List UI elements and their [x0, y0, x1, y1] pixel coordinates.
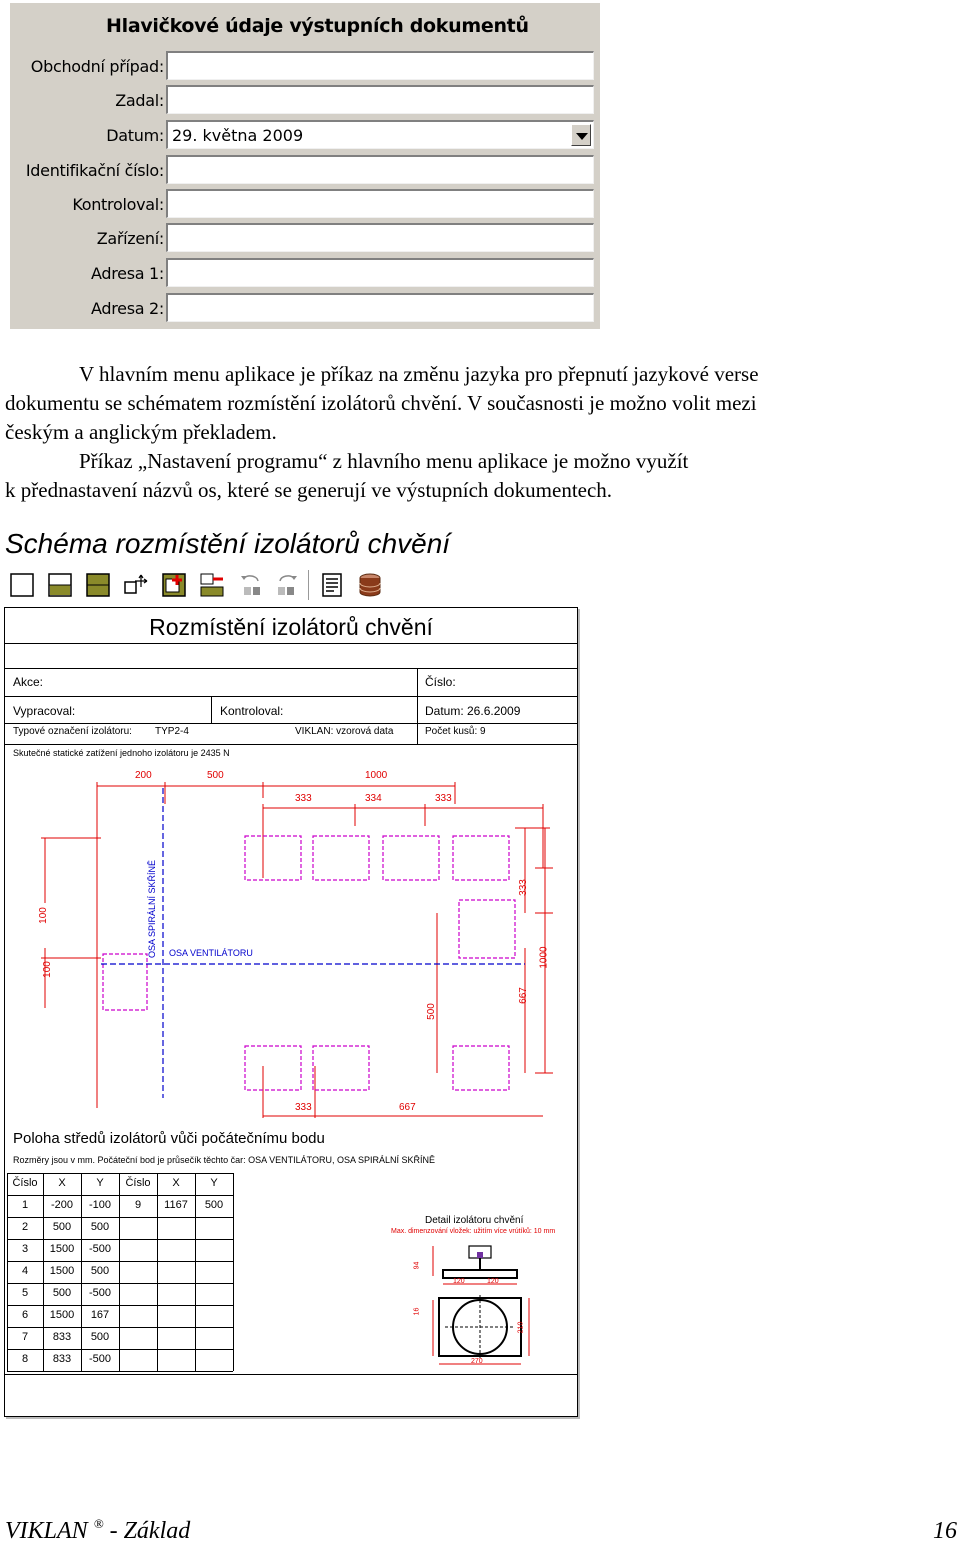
isolator-layout-drawing — [5, 768, 577, 1128]
word: menu — [425, 449, 473, 473]
divider — [5, 744, 577, 745]
dimension-label: 333 — [295, 793, 312, 804]
table-cell: 500 — [90, 1265, 110, 1277]
cislo-label: Číslo: — [425, 675, 456, 689]
table-cell: -200 — [50, 1199, 74, 1211]
toolbar-separator — [308, 570, 309, 600]
table-cell: 1 — [21, 1199, 29, 1211]
word: možno — [573, 449, 631, 473]
dimension-label: 1000 — [365, 770, 388, 781]
divider — [5, 723, 577, 724]
table-header-cell: Y — [96, 1177, 104, 1189]
table-cell: 500 — [90, 1221, 110, 1233]
detail-dimension: 16 — [413, 1307, 421, 1316]
dimension-label: 333 — [295, 1102, 312, 1113]
detail-dimension: 94 — [413, 1261, 421, 1270]
table-cell: 500 — [52, 1287, 72, 1299]
pocet-kusu-label: Počet kusů: 9 — [425, 726, 486, 737]
table-cell: 500 — [90, 1331, 110, 1343]
table-cell: 4 — [21, 1265, 29, 1277]
table-cell: 1500 — [49, 1243, 75, 1255]
detail-dimension: 270 — [471, 1358, 483, 1365]
toolbar — [10, 570, 390, 600]
table-cell: 3 — [21, 1243, 29, 1255]
kontroloval-label: Kontroloval: — [220, 704, 284, 718]
field-row-identifikacni-cislo — [10, 155, 600, 185]
dimension-label: 100 — [37, 907, 49, 924]
adresa-1-input[interactable] — [166, 258, 594, 287]
obchodni-pripad-input[interactable] — [166, 51, 594, 80]
half-page-icon[interactable] — [48, 573, 72, 597]
field-label: Zadal: — [115, 91, 164, 110]
field-label: Adresa 1: — [91, 264, 164, 283]
poloha-title: Poloha středů izolátorů vůči počátečnímu bodu — [13, 1130, 325, 1147]
table-cell: 2 — [21, 1221, 29, 1233]
zarizeni-input[interactable] — [166, 223, 594, 252]
redo-icon[interactable] — [276, 573, 300, 597]
dimension-label: 667 — [517, 987, 529, 1004]
dimension-label: 500 — [425, 1003, 437, 1020]
field-row-adresa-1 — [10, 258, 600, 288]
table-cell: -500 — [88, 1243, 112, 1255]
table-cell: -100 — [88, 1199, 112, 1211]
typove-oznaceni-value: TYP2-4 — [155, 726, 189, 737]
axis-spiral-label: OSA SPIRÁLNÍ SKŘÍNĚ — [147, 859, 157, 958]
word: je — [553, 449, 569, 473]
akce-label: Akce: — [13, 675, 44, 689]
product-suffix: - Základ — [103, 1518, 191, 1544]
word: Příkaz — [79, 449, 133, 473]
dialog-title: Hlavičkové údaje výstupních dokumentů — [106, 15, 529, 37]
table-cell: 1500 — [49, 1265, 75, 1277]
text-line: V hlavním menu aplikace je příkaz na změnu jazyka pro přepnutí jazykové verse — [79, 362, 759, 386]
field-row-zadal — [10, 85, 600, 115]
divider — [211, 696, 212, 723]
detail-dimension: 210 — [517, 1321, 525, 1334]
product-name: VIKLAN — [5, 1518, 88, 1544]
axis-fan-label: OSA VENTILÁTORU — [169, 948, 253, 958]
table-cell: 833 — [52, 1331, 72, 1343]
blank-page-icon[interactable] — [10, 573, 34, 597]
dimension-label: 334 — [365, 793, 382, 804]
page-number: 16 — [933, 1518, 957, 1544]
text-line-justified — [5, 447, 957, 476]
table-header-cell: Y — [210, 1177, 218, 1189]
dimension-label: 1000 — [538, 946, 550, 969]
table-cell: -500 — [88, 1287, 112, 1299]
word: programu“ — [236, 449, 328, 473]
field-row-datum — [10, 120, 600, 150]
datum-select[interactable] — [166, 120, 594, 149]
table-header-cell: X — [172, 1177, 180, 1189]
chevron-down-icon[interactable] — [571, 124, 591, 146]
divider — [5, 1374, 577, 1375]
properties-icon[interactable] — [320, 573, 344, 597]
table-cell: 500 — [52, 1221, 72, 1233]
paragraph-language — [5, 360, 957, 447]
field-label: Adresa 2: — [91, 299, 164, 318]
paragraph-settings — [5, 447, 957, 505]
dimension-label: 100 — [41, 961, 53, 978]
dimension-label: 667 — [399, 1102, 416, 1113]
detail-dimension: 120 — [453, 1278, 465, 1285]
table-cell: 5 — [21, 1287, 29, 1299]
table-cell: 8 — [21, 1353, 29, 1365]
field-label: Kontroloval: — [72, 195, 164, 214]
dimension-label: 333 — [517, 879, 529, 896]
registered-mark: ® — [93, 1516, 104, 1531]
table-cell: 500 — [204, 1199, 224, 1211]
divider — [5, 696, 577, 697]
identifikacni-cislo-input[interactable] — [166, 155, 594, 184]
text-line: dokumentu se schématem rozmístění izolátorů chvění. V současnosti je možno volit mezi — [5, 391, 757, 415]
dimension-label: 333 — [435, 793, 452, 804]
remove-isolator-icon[interactable] — [200, 573, 224, 597]
word: „Nastavení — [137, 449, 232, 473]
field-row-adresa-2 — [10, 293, 600, 323]
coordinates-table-cells — [7, 1173, 233, 1373]
viklan-data-label: VIKLAN: vzorová data — [295, 726, 394, 737]
field-row-obchodni-pripad — [10, 51, 600, 81]
table-cell: 833 — [52, 1353, 72, 1365]
field-row-kontroloval — [10, 189, 600, 219]
word: využít — [635, 449, 689, 473]
undo-icon[interactable] — [238, 573, 262, 597]
full-page-icon[interactable] — [86, 573, 110, 597]
adresa-2-input[interactable] — [166, 293, 594, 322]
poloha-note: Rozměry jsou v mm. Počáteční bod je průsečík těchto čar: OSA VENTILÁTORU, OSA SPIRÁLNÍ SKŘÍNĚ — [13, 1155, 435, 1165]
sheet-title: Rozmístění izolátorů chvění — [149, 614, 433, 640]
typove-oznaceni-label: Typové označení izolátoru: — [13, 726, 132, 737]
zatizeni-note: Skutečné statické zatížení jednoho izolátoru je 2435 N — [13, 748, 230, 758]
move-icon[interactable] — [124, 573, 148, 597]
add-isolator-icon[interactable] — [162, 573, 186, 597]
table-cell: 6 — [21, 1309, 29, 1321]
divider — [417, 668, 418, 744]
divider — [5, 643, 577, 644]
table-cell: 7 — [21, 1331, 29, 1343]
field-label: Zařízení: — [96, 229, 164, 248]
kontroloval-input[interactable] — [166, 189, 594, 218]
table-cell: 1167 — [164, 1199, 188, 1211]
zadal-input[interactable] — [166, 85, 594, 114]
field-label: Identifikační číslo: — [25, 161, 164, 180]
word: z hlavního — [332, 449, 421, 473]
table-cell: -500 — [88, 1353, 112, 1365]
table-cell: 167 — [90, 1309, 110, 1321]
table-header-cell: Číslo — [12, 1177, 38, 1189]
database-icon[interactable] — [358, 573, 382, 597]
detail-dimension: 120 — [487, 1278, 499, 1285]
text-line: českým a anglickým překladem. — [5, 420, 277, 444]
dimension-label: 500 — [207, 770, 224, 781]
datum-label: Datum: 26.6.2009 — [425, 704, 521, 718]
field-row-zarizeni — [10, 223, 600, 253]
vypracoval-label: Vypracoval: — [13, 704, 76, 718]
section-heading: Schéma rozmístění izolátorů chvění — [5, 528, 451, 559]
word: aplikace — [477, 449, 548, 473]
layout-sheet-preview — [4, 607, 578, 1417]
dimension-label: 200 — [135, 770, 152, 781]
table-cell: 1500 — [49, 1309, 75, 1321]
table-cell: 9 — [134, 1199, 142, 1211]
detail-note: Max. dimenzování vložek: užitím více vrútíků: 10 mm — [391, 1228, 556, 1235]
field-label: Datum: — [106, 126, 164, 145]
page-footer — [5, 1518, 957, 1544]
datum-value: 29. května 2009 — [172, 126, 304, 145]
table-header-cell: X — [58, 1177, 66, 1189]
field-label: Obchodní případ: — [30, 57, 164, 76]
detail-title: Detail izolátoru chvění — [425, 1215, 524, 1226]
table-header-cell: Číslo — [125, 1177, 151, 1189]
divider — [5, 668, 577, 669]
header-data-dialog — [10, 3, 600, 329]
text-line: k přednastavení názvů os, které se generují ve výstupních dokumentech. — [5, 478, 613, 502]
